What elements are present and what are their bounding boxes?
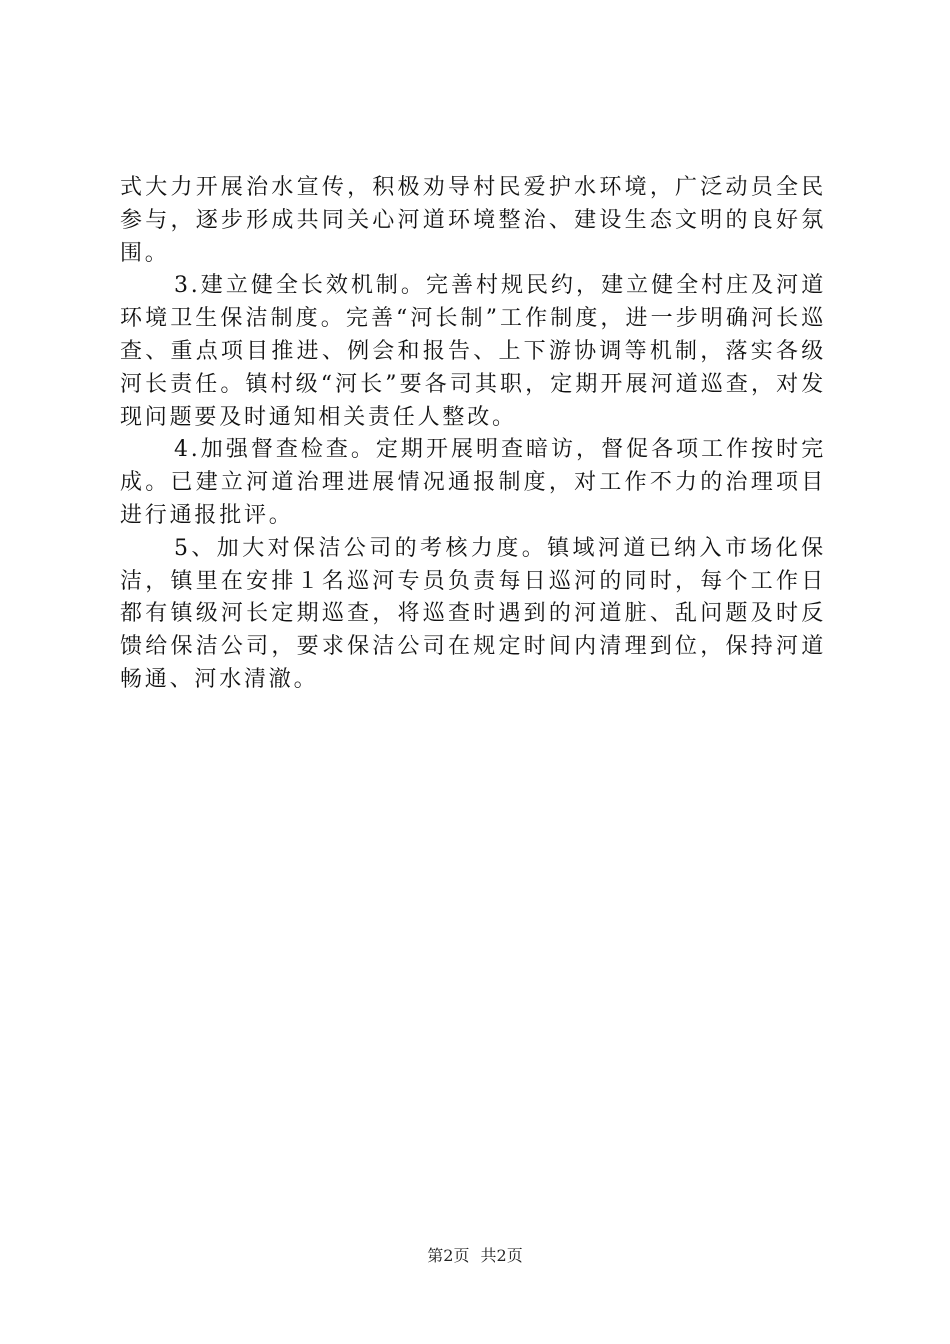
page-total: 共2页 — [480, 1246, 523, 1265]
paragraph-item-4: 4.加强督查检查。定期开展明查暗访，督促各项工作按时完成。已建立河道治理进展情况通报制度，对工作不力的治理项目进行通报批评。 — [120, 437, 826, 528]
paragraph-continuation: 式大力开展治水宣传，积极劝导村民爱护水环境，广泛动员全民参与，逐步形成共同关心河道环境整治、建设生态文明的良好氛围。 — [120, 175, 826, 266]
page-footer — [0, 1243, 950, 1266]
document-body — [120, 172, 826, 697]
paragraph-item-5: 5、加大对保洁公司的考核力度。镇域河道已纳入市场化保洁，镇里在安排１名巡河专员负责每日巡河的同时，每个工作日都有镇级河长定期巡查，将巡查时遇到的河道脏、乱问题及时反馈给保洁公司，要求保洁公司在规定时间内清理到位，保持河道畅通、河水清澈。 — [120, 535, 826, 692]
page-number: 第2页 — [427, 1246, 470, 1265]
paragraph-item-3: 3.建立健全长效机制。完善村规民约，建立健全村庄及河道环境卫生保洁制度。完善“河长制”工作制度，进一步明确河长巡查、重点项目推进、例会和报告、上下游协调等机制，落实各级河长责任。镇村级“河长”要各司其职，定期开展河道巡查，对发现问题要及时通知相关责任人整改。 — [120, 273, 826, 430]
